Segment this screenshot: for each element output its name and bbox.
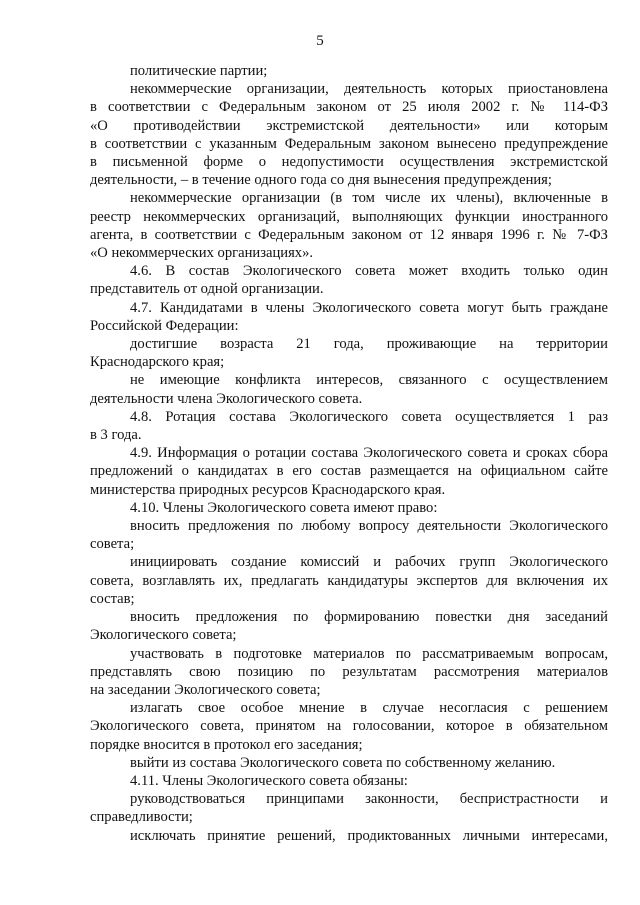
paragraph <box>90 827 608 845</box>
paragraph <box>90 262 608 298</box>
paragraph-line: руководствоваться принципами законности, беспристрастности и <box>130 791 608 808</box>
paragraph <box>90 790 608 826</box>
paragraph <box>90 608 608 644</box>
paragraph <box>90 62 608 80</box>
paragraph-line: «О некоммерческих организациях». <box>90 245 314 262</box>
paragraph-line: в соответствии с Федеральным законом от 25 июля 2002 г. № 114-ФЗ <box>90 99 608 116</box>
paragraph-line: Экологического совета, принятом на голосовании, которое в обязательном <box>90 718 608 735</box>
paragraph <box>90 80 608 189</box>
paragraph <box>90 699 608 754</box>
paragraph-line: Краснодарского края; <box>90 354 225 371</box>
paragraph-line: в 3 года. <box>90 427 142 444</box>
paragraph-line: вносить предложения по любому вопросу деятельности Экологического <box>130 518 608 535</box>
paragraph <box>90 408 608 444</box>
paragraph <box>90 772 608 790</box>
paragraph-line: в письменной форме о недопустимости осуществления экстремистской <box>90 154 608 171</box>
paragraph-line: вносить предложения по формированию повестки дня заседаний <box>130 609 608 626</box>
paragraph-line: на заседании Экологического совета; <box>90 681 321 698</box>
paragraph-line: представлять свою позицию по результатам рассмотрения материалов <box>90 663 608 680</box>
paragraph-line: совета, возглавлять их, предлагать кандидатуры экспертов для включения их <box>90 572 608 589</box>
paragraph <box>90 754 608 772</box>
paragraph <box>90 444 608 499</box>
paragraph-line: 4.9. Информация о ротации состава Экологического совета и сроках сбора <box>130 445 608 462</box>
paragraph <box>90 499 608 517</box>
paragraph-line: излагать свое особое мнение в случае несогласия с решением <box>130 700 608 717</box>
paragraph-line: политические партии; <box>130 63 268 79</box>
paragraph-line: 4.6. В состав Экологического совета может входить только один <box>130 263 608 280</box>
paragraph-line: совета; <box>90 536 135 553</box>
paragraph-line: в соответствии с указанным Федеральным законом вынесено предупреждение <box>90 135 608 152</box>
paragraph-line: 4.10. Члены Экологического совета имеют право: <box>130 499 438 516</box>
page-number: 5 <box>316 33 324 49</box>
paragraph <box>90 645 608 700</box>
paragraph-line: предложений о кандидатах в его состав размещается на официальном сайте <box>90 463 608 480</box>
paragraph-line: 4.7. Кандидатами в члены Экологического совета могут быть граждане <box>130 299 608 316</box>
paragraph-line: реестр некоммерческих организаций, выполняющих функции иностранного <box>90 208 608 225</box>
paragraph-line: некоммерческие организации (в том числе их члены), включенные в <box>130 190 608 207</box>
paragraph-line: «О противодействии экстремистской деятельности» или которым <box>90 117 608 134</box>
paragraph-line: выйти из состава Экологического совета по собственному желанию. <box>130 754 556 771</box>
paragraph-line: деятельности, – в течение одного года со дня вынесения предупреждения; <box>90 172 552 189</box>
paragraph <box>90 299 608 335</box>
paragraph-line: Российской Федерации: <box>90 317 239 334</box>
paragraph <box>90 371 608 407</box>
paragraph-line: Экологического совета; <box>90 627 237 644</box>
paragraph-line: агента, в соответствии с Федеральным законом от 12 января 1996 г. № 7-ФЗ <box>90 226 608 243</box>
paragraph-line: справедливости; <box>90 809 193 826</box>
paragraph <box>90 189 608 262</box>
paragraph <box>90 517 608 553</box>
document-body <box>90 62 608 845</box>
paragraph-line: представитель от одной организации. <box>90 281 324 298</box>
paragraph-line: исключать принятие решений, продиктованных личными интересами, <box>130 827 608 844</box>
paragraph-line: инициировать создание комиссий и рабочих групп Экологического <box>130 554 608 571</box>
paragraph-line: 4.11. Члены Экологического совета обязаны: <box>130 772 408 789</box>
paragraph-line: достигшие возраста 21 года, проживающие на территории <box>130 336 608 353</box>
paragraph-line: министерства природных ресурсов Краснодарского края. <box>90 481 446 498</box>
paragraph-line: не имеющие конфликта интересов, связанного с осуществлением <box>130 372 608 389</box>
paragraph <box>90 335 608 371</box>
paragraph-line: порядке вносится в протокол его заседания; <box>90 736 363 753</box>
paragraph-line: участвовать в подготовке материалов по рассматриваемым вопросам, <box>130 645 608 662</box>
paragraph-line: некоммерческие организации, деятельность которых приостановлена <box>130 81 608 98</box>
paragraph-line: состав; <box>90 590 135 607</box>
paragraph-line: 4.8. Ротация состава Экологического совета осуществляется 1 раз <box>130 408 608 425</box>
paragraph-line: деятельности члена Экологического совета. <box>90 390 363 407</box>
paragraph <box>90 553 608 608</box>
